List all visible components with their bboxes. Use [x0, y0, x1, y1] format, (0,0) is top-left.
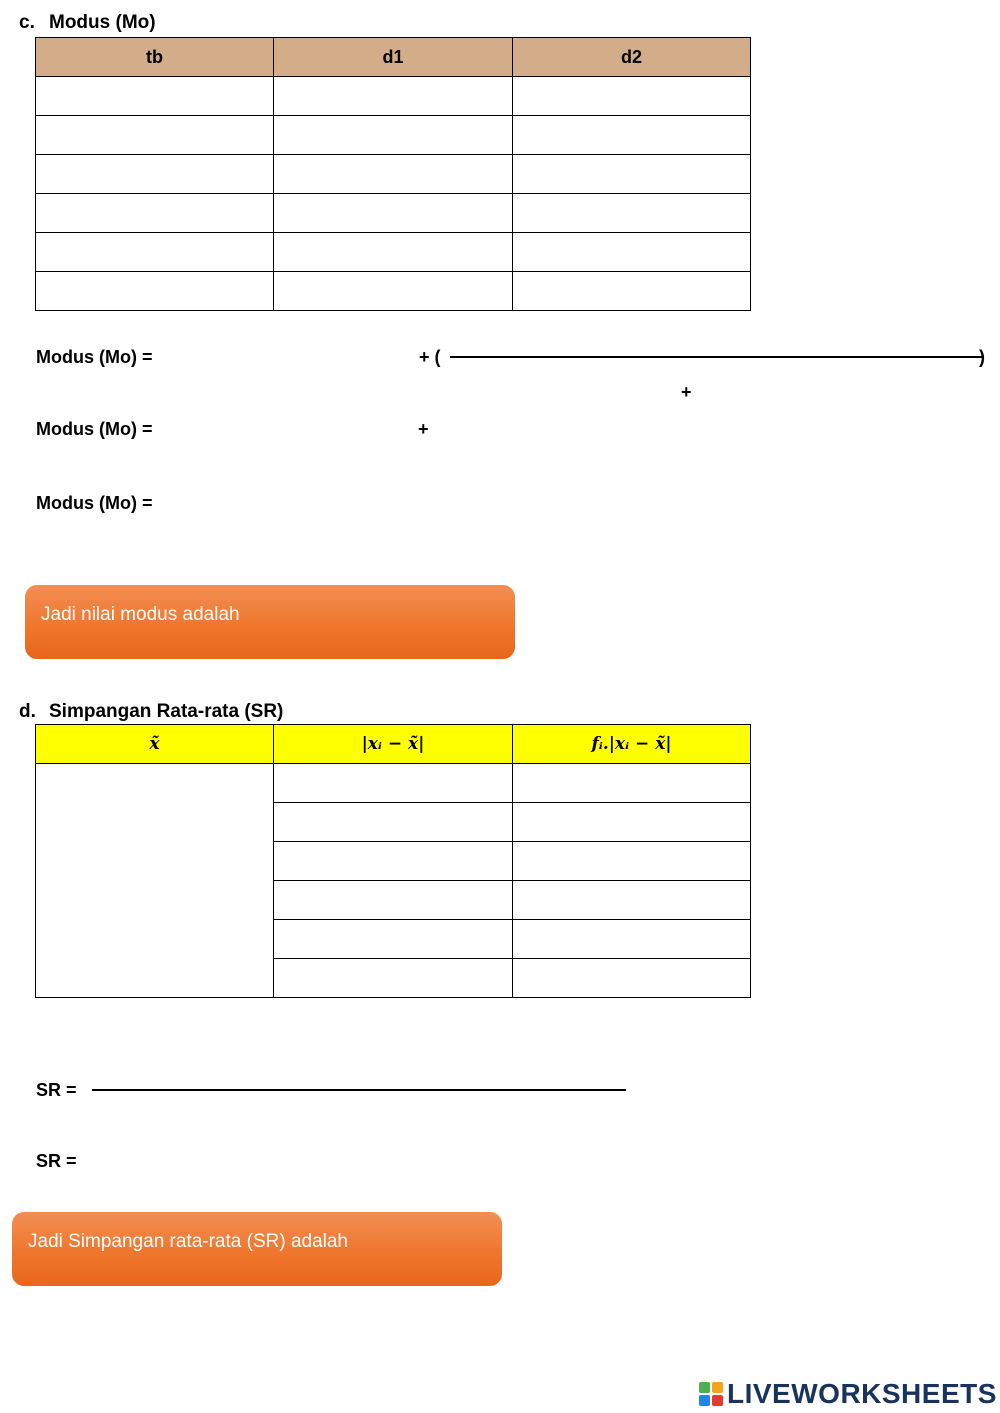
sr-label-2: SR = — [36, 1151, 77, 1171]
table-cell[interactable] — [274, 77, 513, 116]
section-letter: d. — [19, 701, 36, 722]
table-cell[interactable] — [274, 959, 513, 998]
table-header-row — [36, 38, 751, 77]
table-row — [36, 155, 751, 194]
sr-conclusion-text: Jadi Simpangan rata-rata (SR) adalah — [28, 1231, 349, 1252]
table-cell[interactable] — [513, 764, 751, 803]
denominator-plus: + — [681, 382, 692, 402]
header-abs-deviation: |xᵢ − x̃| — [274, 725, 513, 764]
header-tb: tb — [36, 38, 274, 77]
table-cell[interactable] — [513, 116, 751, 155]
fraction-line — [450, 356, 982, 358]
header-d2: d2 — [513, 38, 751, 77]
table-cell[interactable] — [274, 764, 513, 803]
sr-fraction-line — [92, 1089, 626, 1091]
table-row — [36, 194, 751, 233]
modus-conclusion-box[interactable] — [25, 585, 515, 659]
table-cell[interactable] — [274, 803, 513, 842]
table-cell[interactable] — [513, 77, 751, 116]
header-median: x̃ — [36, 725, 274, 764]
table-cell[interactable] — [274, 233, 513, 272]
table-cell[interactable] — [274, 116, 513, 155]
section-title-text: Simpangan Rata-rata (SR) — [49, 701, 284, 722]
table-cell[interactable] — [36, 77, 274, 116]
table-cell[interactable] — [274, 920, 513, 959]
simpangan-section-title — [19, 701, 283, 723]
logo-text: LIVEWORKSHEETS — [727, 1378, 997, 1409]
modus-close-paren: ) — [979, 347, 985, 367]
table-cell[interactable] — [513, 920, 751, 959]
table-cell[interactable] — [274, 155, 513, 194]
section-letter: c. — [19, 12, 35, 33]
table-row — [36, 116, 751, 155]
sr-label-1: SR = — [36, 1080, 77, 1100]
simpangan-table — [35, 724, 751, 998]
table-header-row — [36, 725, 751, 764]
modus-plus-paren: + ( — [419, 347, 441, 367]
table-row — [36, 233, 751, 272]
table-cell[interactable] — [513, 194, 751, 233]
header-d1: d1 — [274, 38, 513, 77]
table-cell[interactable] — [274, 881, 513, 920]
table-cell[interactable] — [36, 155, 274, 194]
table-cell[interactable] — [513, 959, 751, 998]
table-cell[interactable] — [513, 233, 751, 272]
table-cell[interactable] — [274, 842, 513, 881]
table-cell[interactable] — [36, 233, 274, 272]
table-cell[interactable] — [36, 272, 274, 311]
liveworksheets-logo — [699, 1376, 997, 1412]
modus-table — [35, 37, 751, 311]
table-cell[interactable] — [513, 272, 751, 311]
modus-section-title — [19, 12, 156, 34]
header-weighted-deviation: fᵢ.|xᵢ − x̃| — [513, 725, 751, 764]
table-row — [36, 77, 751, 116]
modus-plus: + — [418, 419, 429, 439]
section-title-text: Modus (Mo) — [49, 12, 156, 33]
table-cell[interactable] — [513, 155, 751, 194]
table-cell[interactable] — [513, 842, 751, 881]
sr-conclusion-box[interactable] — [12, 1212, 502, 1286]
table-cell[interactable] — [274, 272, 513, 311]
logo-grid-icon — [699, 1382, 723, 1406]
table-row — [36, 272, 751, 311]
median-value-cell[interactable] — [36, 764, 274, 998]
table-cell[interactable] — [36, 116, 274, 155]
table-cell[interactable] — [36, 194, 274, 233]
table-cell[interactable] — [513, 881, 751, 920]
table-cell[interactable] — [274, 194, 513, 233]
modus-formula-label-2: Modus (Mo) = — [36, 419, 153, 439]
table-row — [36, 764, 751, 803]
modus-conclusion-text: Jadi nilai modus adalah — [41, 604, 240, 625]
table-cell[interactable] — [513, 803, 751, 842]
modus-formula-label-1: Modus (Mo) = — [36, 347, 153, 367]
modus-formula-label-3: Modus (Mo) = — [36, 493, 153, 513]
